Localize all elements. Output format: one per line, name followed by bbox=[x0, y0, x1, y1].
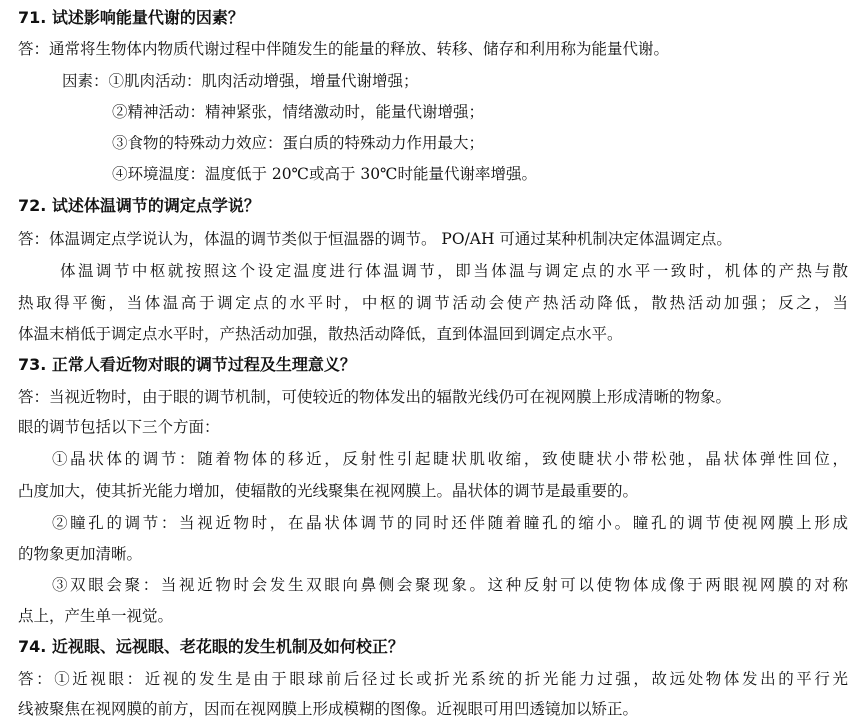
question-74-answer-line-2: 线被聚焦在视网膜的前方，因而在视网膜上形成模糊的图像。近视眼可用凹透镜加以矫正。 bbox=[18, 700, 639, 718]
question-71-title: 71. 试述影响能量代谢的因素？ bbox=[18, 8, 244, 27]
question-73-item-3-line-2: 点上，产生单一视觉。 bbox=[18, 607, 174, 625]
question-71-factor-3: ③食物的特殊动力效应：蛋白质的特殊动力作用最大； bbox=[112, 134, 485, 152]
question-72-paragraph-line-3: 体温末梢低于调定点水平时，产热活动加强，散热活动降低，直到体温回到调定点水平。 bbox=[18, 325, 623, 343]
question-73-title: 73. 正常人看近物对眼的调节过程及生理意义？ bbox=[18, 355, 356, 374]
question-73-intro: 眼的调节包括以下三个方面： bbox=[18, 418, 220, 436]
question-73-item-2-line-1: ②瞳孔的调节：当视近物时，在晶状体调节的同时还伴随着瞳孔的缩小。瞳孔的调节使视网膜上形成 bbox=[52, 514, 848, 532]
question-73-item-1-line-2: 凸度加大，使其折光能力增加，使辐散的光线聚集在视网膜上。晶状体的调节是最重要的。 bbox=[18, 482, 639, 500]
question-71-factor-1: 因素：①肌肉活动：肌肉活动增强，增量代谢增强； bbox=[62, 72, 419, 90]
question-72-title: 72. 试述体温调节的调定点学说？ bbox=[18, 196, 260, 215]
question-71-factor-4: ④环境温度：温度低于 20℃或高于 30℃时能量代谢率增强。 bbox=[112, 165, 537, 183]
question-71-factor-2: ②精神活动：精神紧张，情绪激动时，能量代谢增强； bbox=[112, 103, 485, 121]
question-71-answer: 答：通常将生物体内物质代谢过程中伴随发生的能量的释放、转移、储存和利用称为能量代谢。 bbox=[18, 40, 670, 58]
question-74-answer: 答：①近视眼：近视的发生是由于眼球前后径过长或折光系统的折光能力过强，故远处物体发出的平行光 bbox=[18, 670, 848, 688]
question-72-paragraph-line-1: 体温调节中枢就按照这个设定温度进行体温调节，即当体温与调定点的水平一致时，机体的产热与散 bbox=[60, 262, 848, 280]
question-72-paragraph-line-2: 热取得平衡，当体温高于调定点的水平时，中枢的调节活动会使产热活动降低，散热活动加强；反之，当 bbox=[18, 294, 848, 312]
question-73-item-2-line-2: 的物象更加清晰。 bbox=[18, 545, 143, 563]
question-73-item-3-line-1: ③双眼会聚：当视近物时会发生双眼向鼻侧会聚现象。这种反射可以使物体成像于两眼视网膜的对称 bbox=[52, 576, 848, 594]
question-73-item-1-line-1: ①晶状体的调节：随着物体的移近，反射性引起睫状肌收缩，致使睫状小带松弛，晶状体弹性回位， bbox=[52, 450, 848, 468]
question-73-answer: 答：当视近物时，由于眼的调节机制，可使较近的物体发出的辐散光线仍可在视网膜上形成清晰的物象。 bbox=[18, 388, 732, 406]
question-72-answer: 答：体温调定点学说认为，体温的调节类似于恒温器的调节。 PO/AH 可通过某种机制决定体温调定点。 bbox=[18, 230, 732, 248]
question-74-title: 74. 近视眼、远视眼、老花眼的发生机制及如何校正？ bbox=[18, 637, 404, 656]
